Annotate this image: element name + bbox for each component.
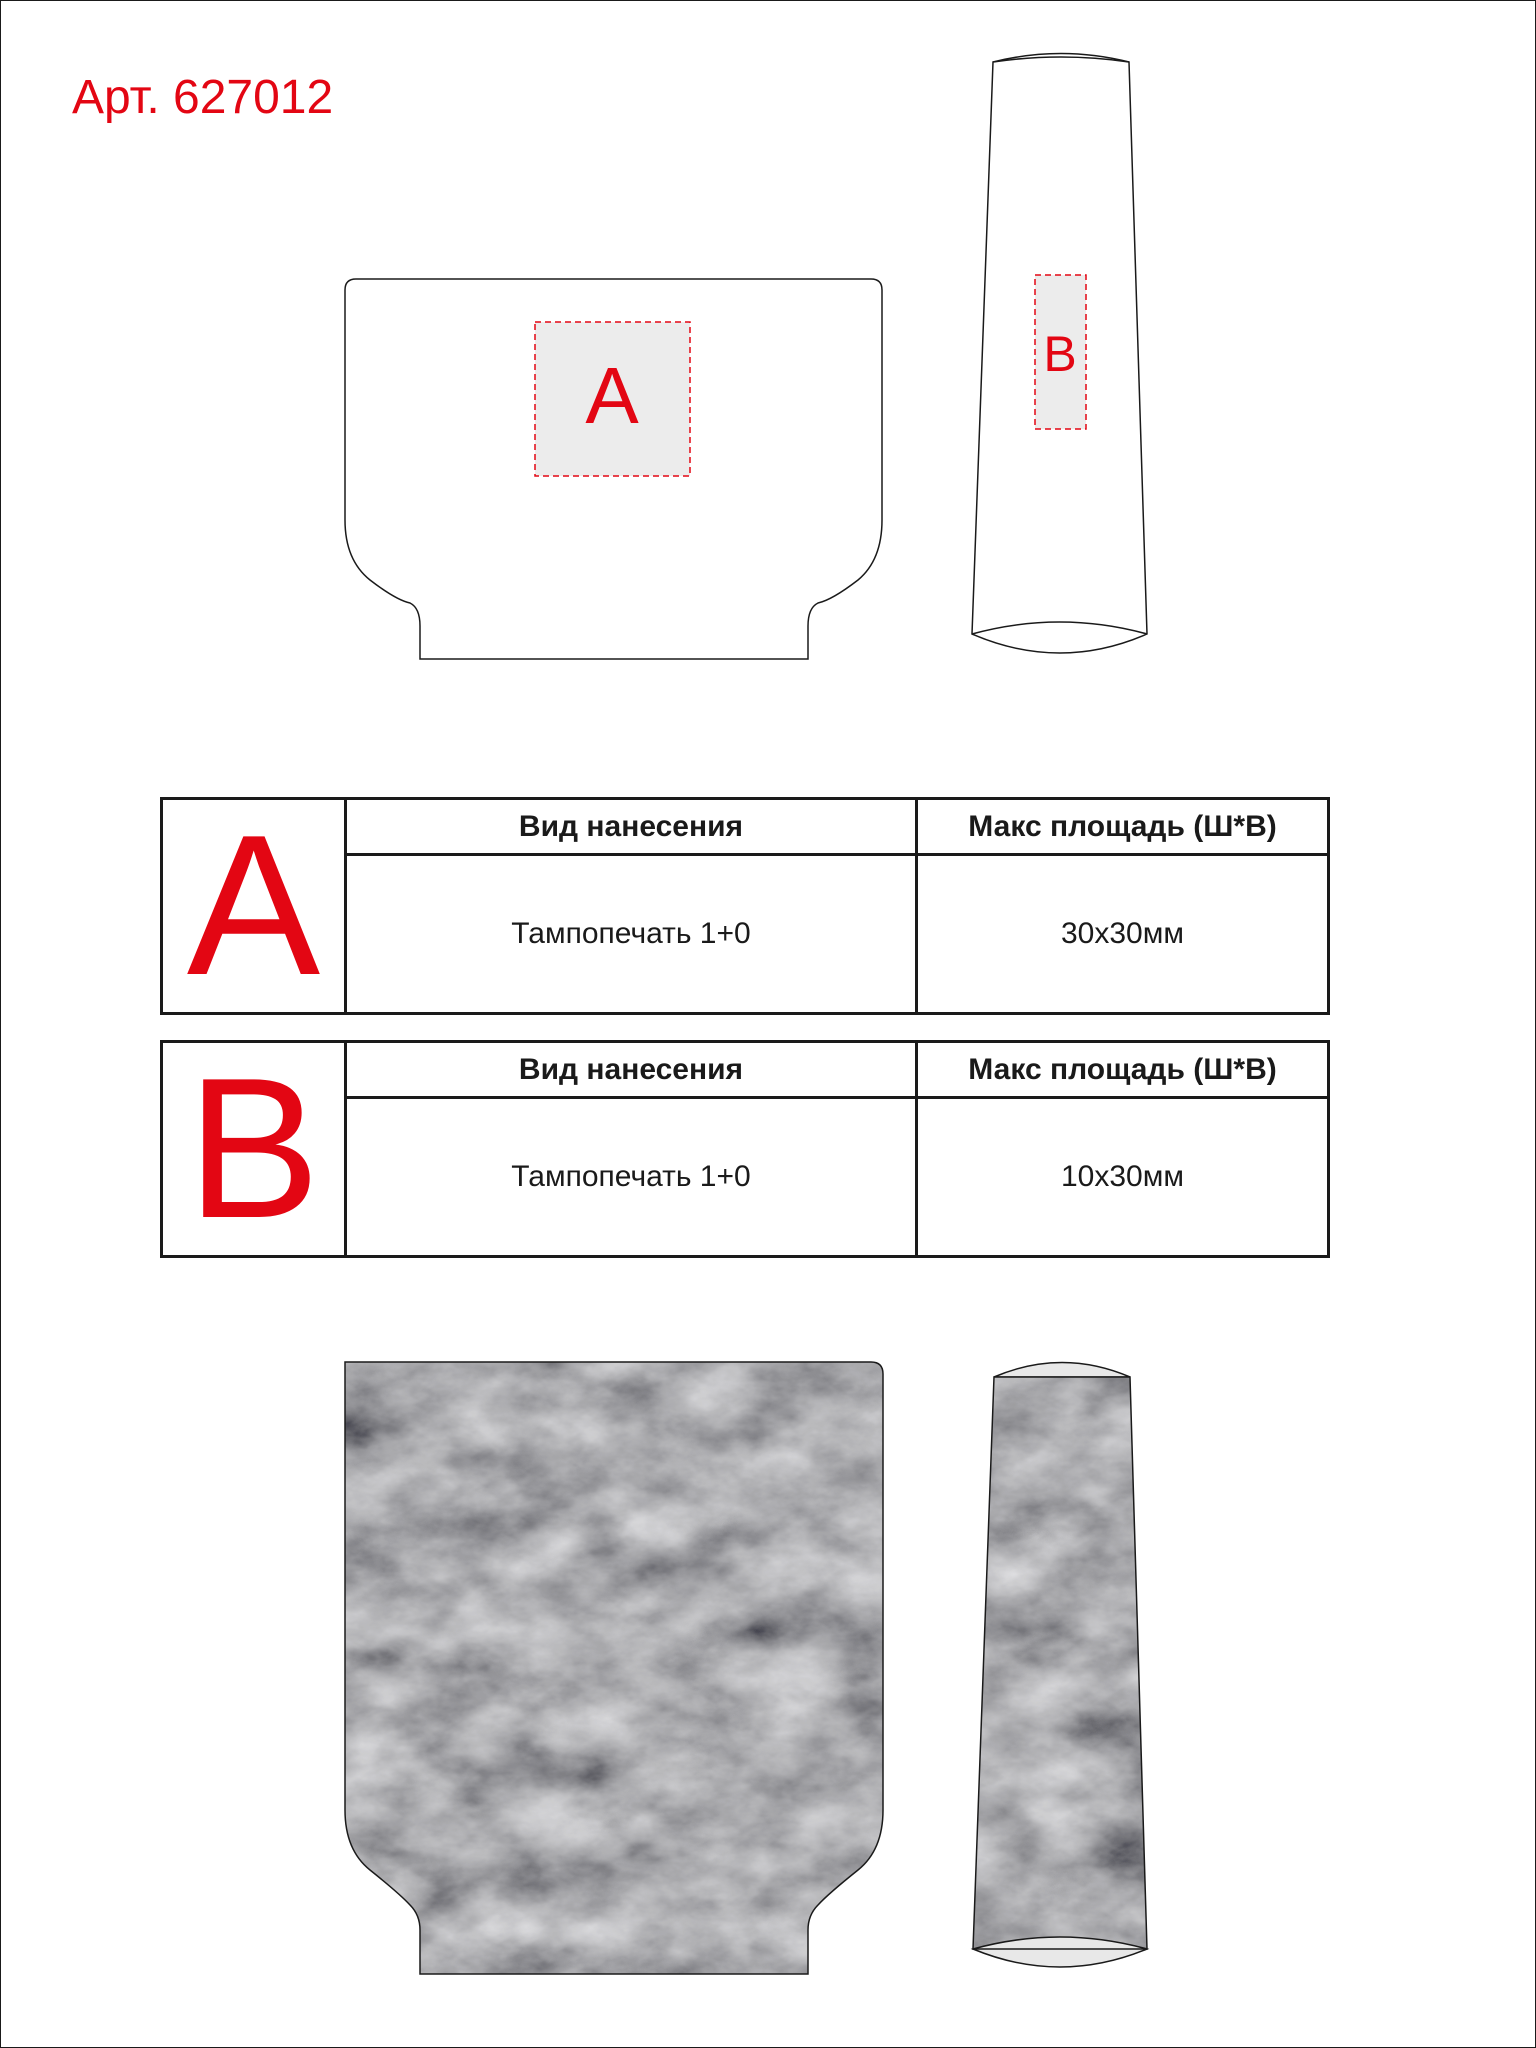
table-b-method: Тампопечать 1+0 xyxy=(511,1160,751,1193)
spec-table-a xyxy=(160,794,1330,1017)
marble-pestle-cap-top xyxy=(994,1363,1130,1378)
marble-bowl xyxy=(340,1355,890,1980)
article-number: Арт. 627012 xyxy=(72,71,334,124)
marble-pestle xyxy=(965,1370,1155,1955)
spec-table-b xyxy=(160,1037,1330,1260)
table-a-method: Тампопечать 1+0 xyxy=(511,917,751,950)
table-b-header-method: Вид нанесения xyxy=(347,1043,915,1099)
table-a-header-method: Вид нанесения xyxy=(347,800,915,856)
table-b-header-area: Макс площадь (Ш*В) xyxy=(915,1043,1327,1099)
table-b-area: 10х30мм xyxy=(915,1099,1327,1255)
table-a-area: 30х30мм xyxy=(915,856,1327,1012)
zone-b-label: B xyxy=(1043,326,1077,382)
table-a-header-area: Макс площадь (Ш*В) xyxy=(915,800,1327,856)
table-a-letter: A xyxy=(163,800,347,1012)
zone-a-label: A xyxy=(585,351,639,440)
table-b-letter: B xyxy=(163,1043,347,1255)
